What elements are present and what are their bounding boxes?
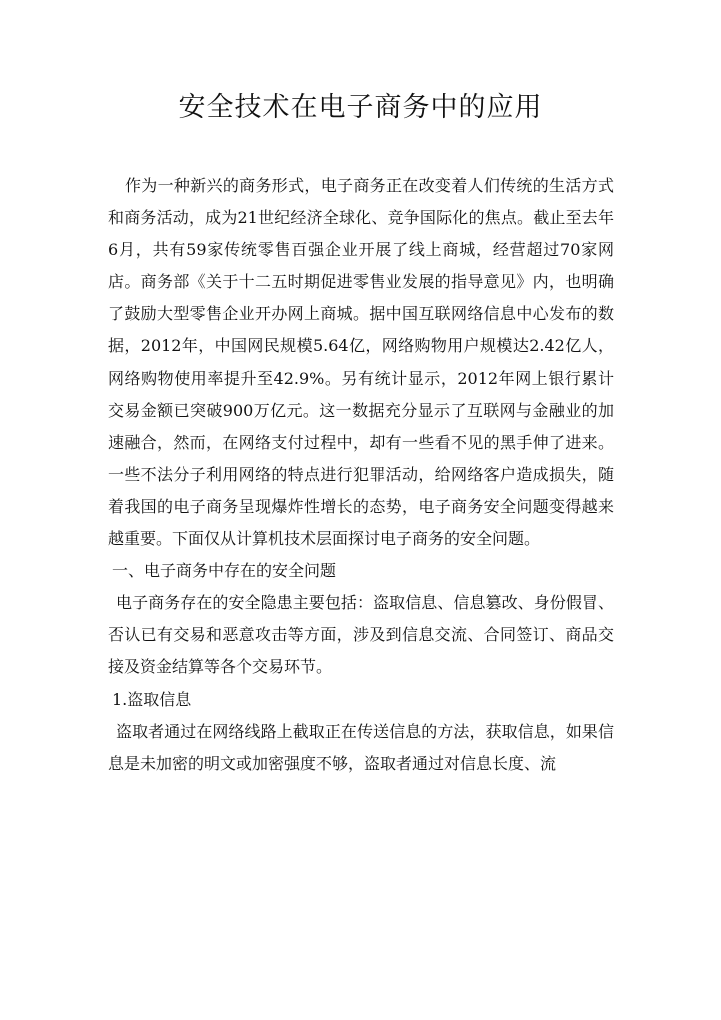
document-body	[108, 170, 614, 780]
intro-paragraph: 作为一种新兴的商务形式，电子商务正在改变着人们传统的生活方式和商务活动，成为21世纪经济全球化、竞争国际化的焦点。截止至去年6月，共有59家传统零售百强企业开展了线上商城，经营超过70家网店。商务部《关于十二五时期促进零售业发展的指导意见》内，也明确了鼓励大型零售企业开办网上商城。据中国互联网络信息中心发布的数据，2012年，中国网民规模5.64亿，网络购物用户规模达2.42亿人，网络购物使用率提升至42.9%。另有统计显示，2012年网上银行累计交易金额已突破900万亿元。这一数据充分显示了互联网与金融业的加速融合，然而，在网络支付过程中，却有一些看不见的黑手伸了进来。一些不法分子利用网络的特点进行犯罪活动，给网络客户造成损失，随着我国的电子商务呈现爆炸性增长的态势，电子商务安全问题变得越来越重要。下面仅从计算机技术层面探讨电子商务的安全问题。	[108, 176, 614, 549]
subsection-heading: 1.盗取信息	[112, 689, 192, 709]
section-heading: 一、电子商务中存在的安全问题	[112, 561, 337, 581]
security-risks-paragraph: 电子商务存在的安全隐患主要包括：盗取信息、信息篡改、身份假冒、否认已有交易和恶意攻击等方面，涉及到信息交流、合同签订、商品交接及资金结算等各个交易环节。	[108, 593, 614, 677]
theft-paragraph: 盗取者通过在网络线路上截取正在传送信息的方法，获取信息，如果信息是未加密的明文或加密强度不够，盗取者通过对信息长度、流	[108, 721, 614, 773]
document-title: 安全技术在电子商务中的应用	[178, 92, 543, 123]
